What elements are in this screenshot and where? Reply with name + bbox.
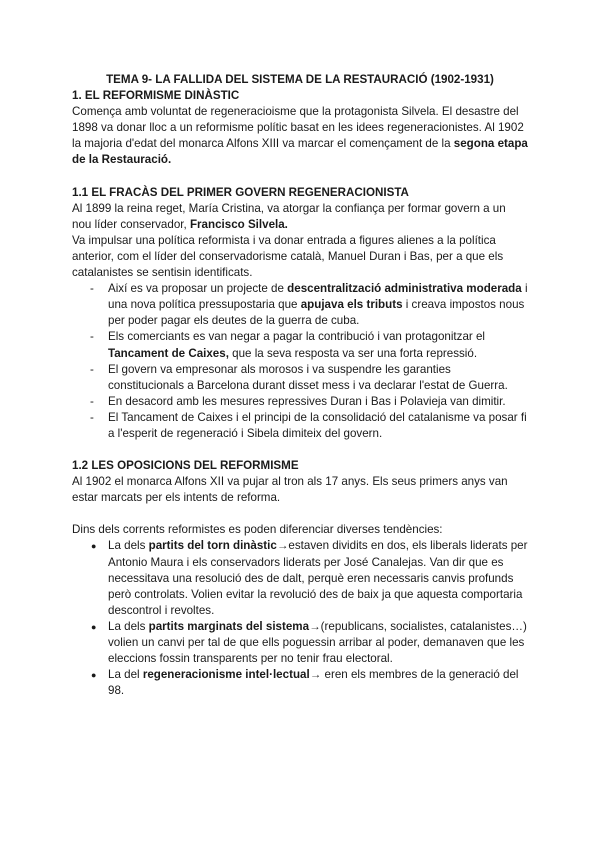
section-1-2-paragraph-1: Al 1902 el monarca Alfons XII va pujar al tron als 17 anys. Els seus primers anys van estar marcats per els intents de reforma. [72, 475, 508, 505]
list-item: - El govern va empresonar als morosos i va suspendre les garanties constitucionals a Barcelona durant disset mess i va declarar l'estat de Guerra. [72, 362, 528, 394]
list-item: - Els comerciants es van negar a pagar la contribució i van protagonitzar el Tancament de Caixes, que la seva resposta va ser una forta repressió. [72, 329, 528, 361]
section-heading-1-1: 1.1 EL FRACÀS DEL PRIMER GOVERN REGENERACIONISTA [72, 185, 409, 199]
section-1-2-paragraph-2: Dins dels corrents reformistes es poden diferenciar diverses tendències: [72, 523, 443, 537]
list-item: ● La dels partits marginats del sistema→(republicans, socialistes, catalanistes…) volien un canvi per tal de que ells poguessin arribar al poder, demanaven que les eleccions fossin transparents per no tenir frau electoral. [72, 619, 528, 667]
list-item: ● La del regeneracionisme intel·lectual→ eren els membres de la generació del 98. [72, 667, 528, 699]
section-1-1-paragraph-1: Al 1899 la reina reget, María Cristina, va atorgar la confiança per formar govern a un nou líder conservador, Francisco Silvela. [72, 201, 506, 231]
list-item: - En desacord amb les mesures repressives Duran i Bas i Polavieja van dimitir. [72, 394, 528, 410]
dash-list [72, 281, 528, 442]
section-1-1-paragraph-2: Va impulsar una política reformista i va donar entrada a figures alienes a la política anterior, com el líder del conservadorisme català, Manuel Duran i Bas, per a que els catalanistes se sentisin identificats. [72, 233, 504, 280]
list-item: ● La dels partits del torn dinàstic→estaven dividits en dos, els liberals liderats per Antonio Maura i els conservadors liderats per José Canalejas. Van dir que es necessitava una resolució des de dalt, perquè eren necessaris canvis profunds però controlats. Volien evitar la revolució des de baix ja que aquesta comportaria descontrol i revoltes. [72, 538, 528, 618]
section-heading-1-2: 1.2 LES OPOSICIONS DEL REFORMISME [72, 459, 299, 473]
bullet-list [72, 538, 528, 699]
list-item: - El Tancament de Caixes i el principi de la consolidació del catalanisme va posar fi a l'esperit de regeneració i Sibela dimiteix del govern. [72, 410, 528, 442]
page-title: TEMA 9- LA FALLIDA DEL SISTEMA DE LA RESTAURACIÓ (1902-1931) [106, 73, 494, 86]
section-heading-1: 1. EL REFORMISME DINÀSTIC [72, 89, 240, 103]
list-item: - Així es va proposar un projecte de descentralització administrativa moderada i una nova política pressupostaria que apujava els tributs i creava impostos nous per poder pagar els deutes de la guerra de cuba. [72, 281, 528, 329]
section-1-paragraph: Comença amb voluntat de regeneracioisme que la protagonista Silvela. El desastre del 1898 va donar lloc a un reformisme polític basat en les idees regeneracionistes. Al 1902 la majoria d'edat del monarca Alfons XIII va marcar el començament de la segona etapa de la Restauració. [72, 105, 528, 167]
